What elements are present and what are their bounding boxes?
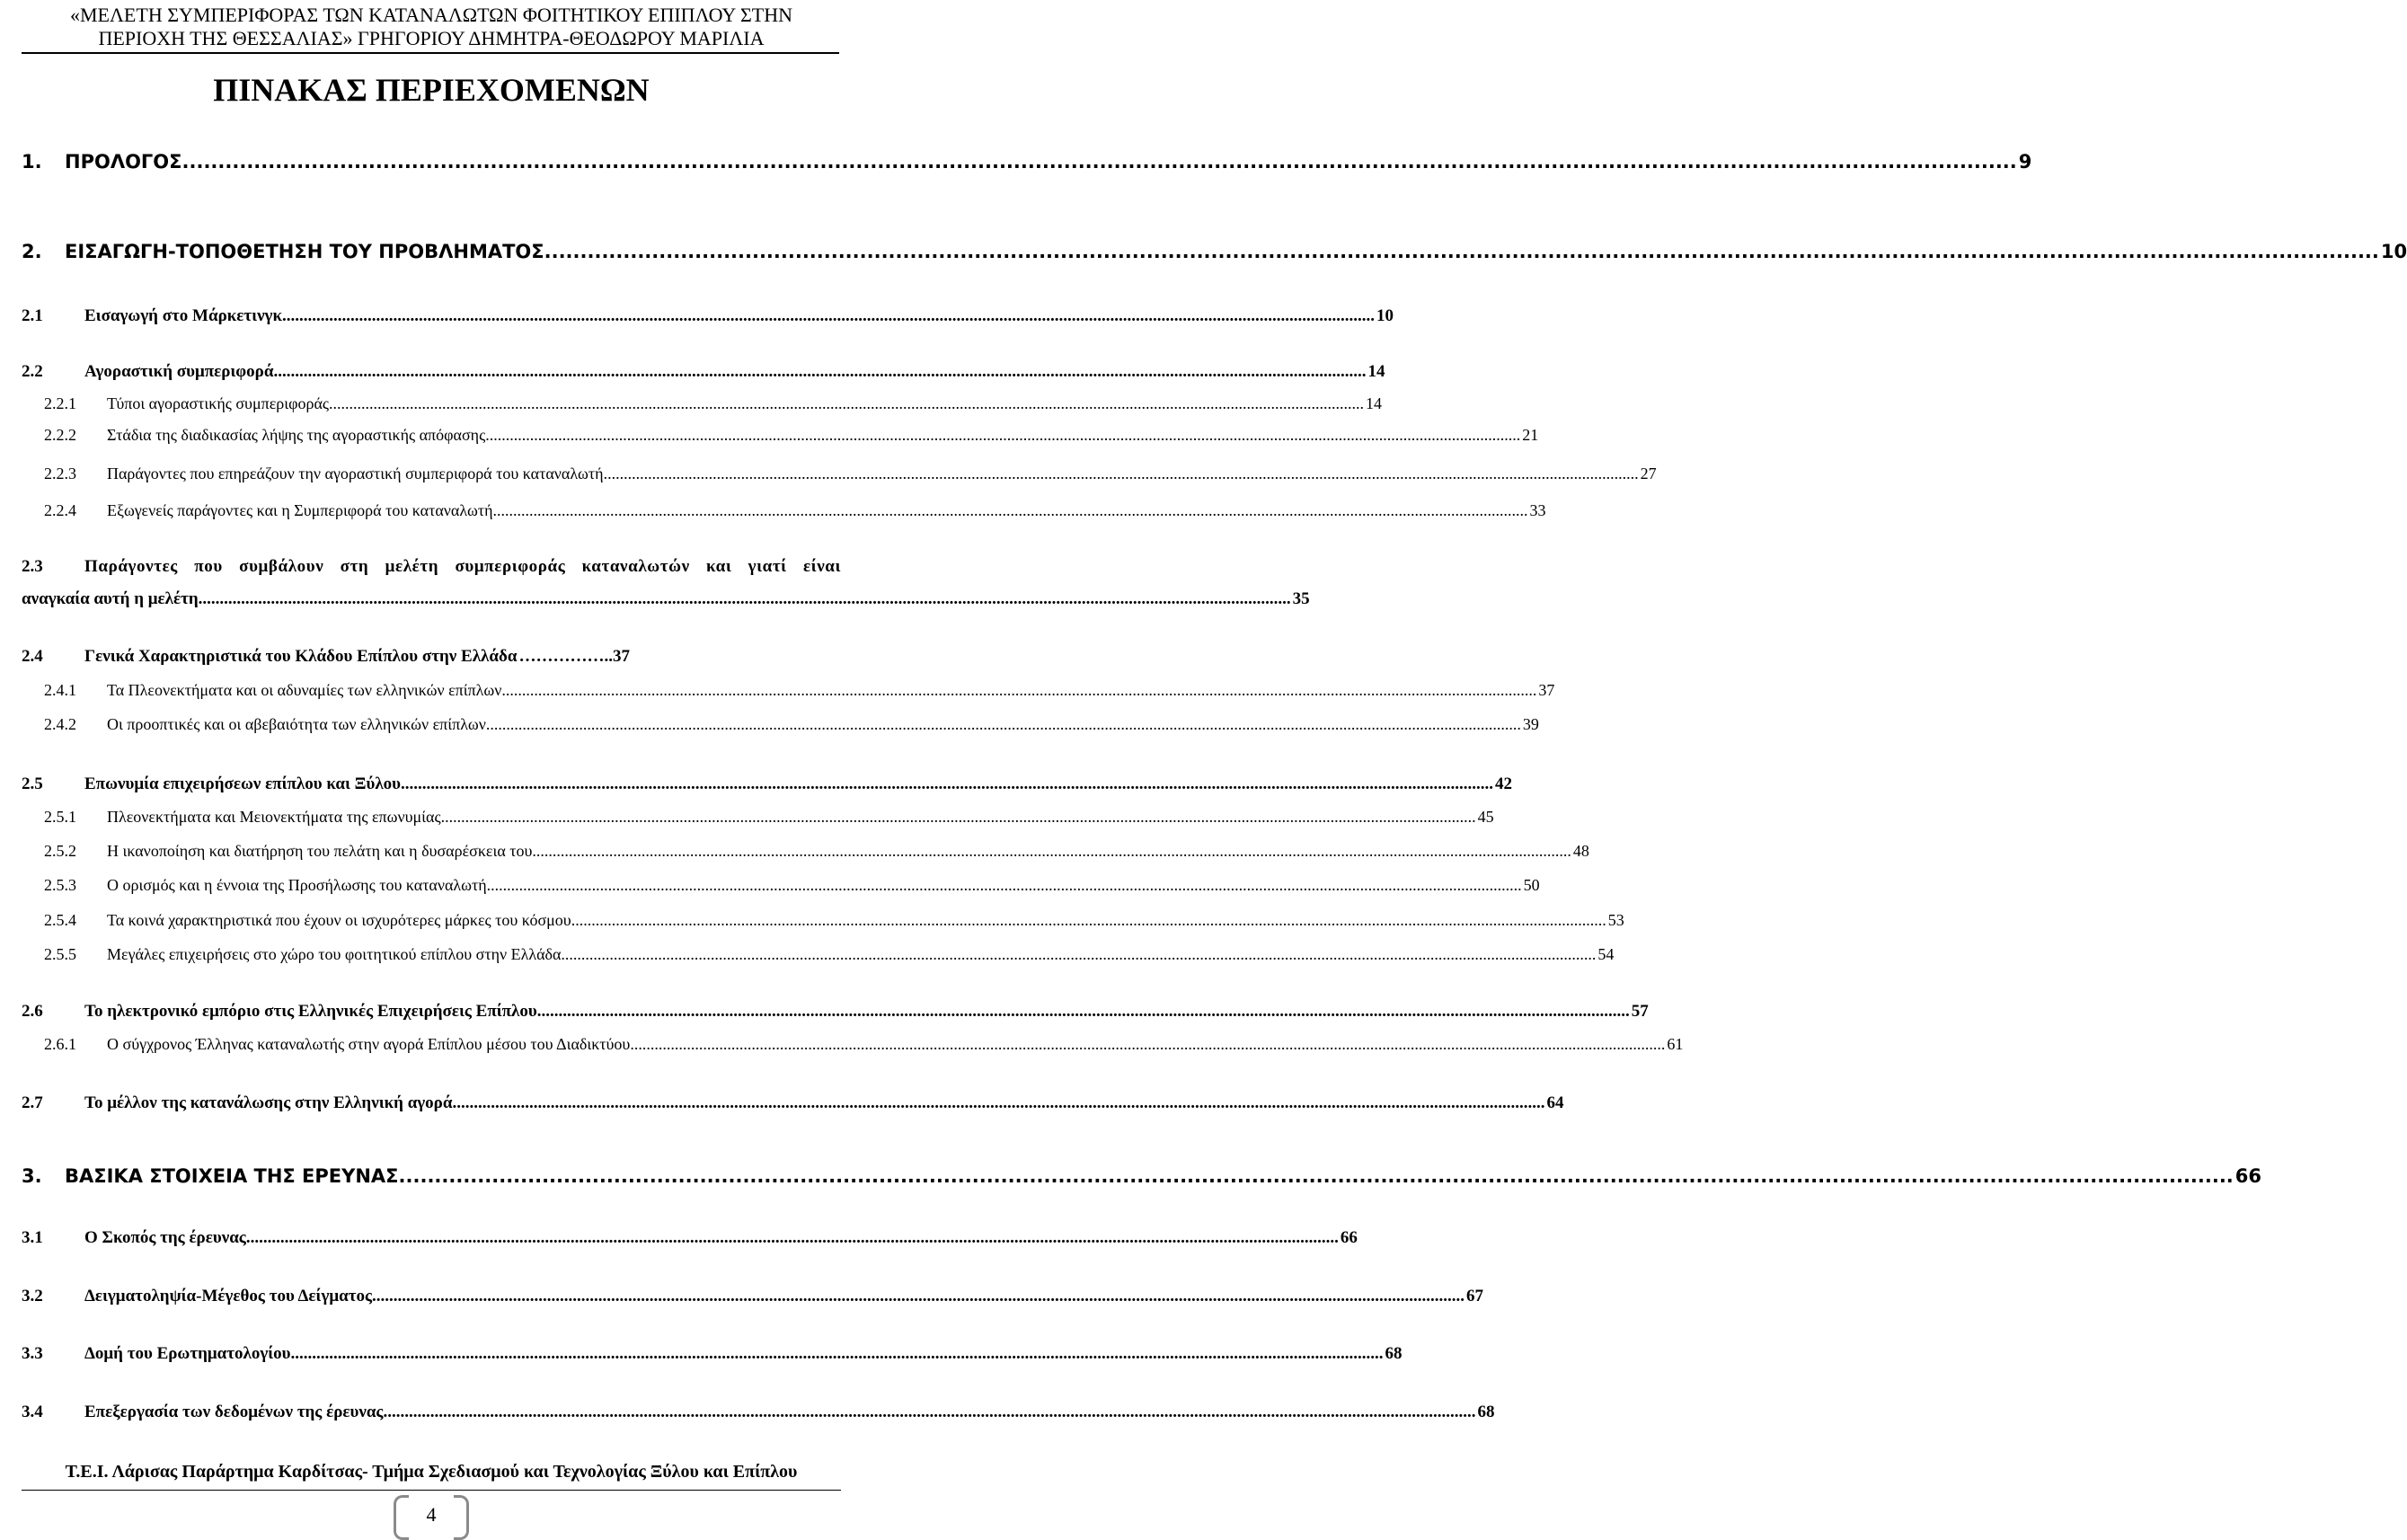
toc-entry[interactable] xyxy=(44,943,1615,965)
toc-entry[interactable] xyxy=(44,679,1555,701)
toc-entry[interactable] xyxy=(22,556,841,578)
toc-entry[interactable] xyxy=(22,1227,1358,1249)
toc-entry-page: 53 xyxy=(1607,911,1624,929)
dot-leader xyxy=(487,874,1522,896)
toc-entry-page: 66 xyxy=(1340,1228,1358,1247)
toc-entry-number: 2.2.2 xyxy=(44,426,76,444)
toc-entry-page: 54 xyxy=(1597,945,1615,963)
toc-entry-page: 37 xyxy=(1538,681,1555,699)
dot-leader xyxy=(571,909,1606,931)
toc-entry-title: Τύποι αγοραστικής συμπεριφοράς xyxy=(107,394,330,412)
toc-entry-title: Τα Πλεονεκτήματα και οι αδυναμίες των ελληνικών επίπλων xyxy=(107,681,502,699)
toc-entry-number: 2.2.3 xyxy=(44,465,76,482)
toc-entry-page: 42 xyxy=(1495,774,1513,793)
toc-entry-page: 10 xyxy=(2380,241,2407,262)
toc-entry-page: 27 xyxy=(1640,465,1657,482)
toc-entry-page: 45 xyxy=(1477,808,1494,826)
toc-entry-title: Πλεονεκτήματα και Μειονεκτήματα της επωνυμίας xyxy=(107,808,441,826)
toc-entry-number: 2.5.2 xyxy=(44,842,76,860)
toc-entry-title: Το ηλεκτρονικό εμπόριο στις Ελληνικές Επιχειρήσεις Επίπλου xyxy=(84,1002,537,1021)
toc-entry-title: Γενικά Χαρακτηριστικά του Κλάδου Επίπλου στην Ελλάδα xyxy=(84,647,518,666)
toc-entry-title: Οι προοπτικές και οι αβεβαιότητα των ελληνικών επίπλων xyxy=(107,715,486,733)
dot-leader xyxy=(282,305,1375,327)
toc-entry[interactable] xyxy=(44,1033,1684,1055)
dot-leader xyxy=(329,393,1364,414)
toc-entry-title: Ο σύγχρονος Έλληνας καταναλωτής στην αγορά Επίπλου μέσου του Διαδικτύου xyxy=(107,1035,631,1053)
dot-leader xyxy=(246,1227,1339,1249)
toc-entry-number: 3. xyxy=(22,1165,42,1187)
toc-entry-number: 2.5.4 xyxy=(44,911,76,929)
dot-leader xyxy=(536,840,1571,862)
toc-entry-number: 2.5.3 xyxy=(44,876,76,894)
dot-leader xyxy=(182,149,2017,174)
toc-entry-number: 2.5 xyxy=(22,774,43,793)
toc-entry-number: 2.2 xyxy=(22,362,43,381)
toc-entry-number: 2.2.1 xyxy=(44,394,76,412)
toc-entry[interactable] xyxy=(22,1343,1403,1365)
toc-entry-page: 64 xyxy=(1546,1093,1564,1112)
toc-entry-number: 3.4 xyxy=(22,1403,43,1421)
page-number-badge xyxy=(394,1495,469,1535)
toc-entry-number: 2.1 xyxy=(22,306,43,325)
toc-entry[interactable] xyxy=(22,305,1394,327)
dot-leader xyxy=(441,806,1476,828)
toc-entry[interactable] xyxy=(44,874,1540,896)
toc-entry-title: Το μέλλον της κατανάλωσης στην Ελληνική αγορά xyxy=(84,1093,453,1112)
toc-entry-page: 10 xyxy=(1376,306,1394,325)
toc-entry[interactable] xyxy=(22,774,1513,795)
toc-entry-title: Αγοραστική συμπεριφορά xyxy=(84,362,274,381)
toc-entry-number: 3.2 xyxy=(22,1287,43,1305)
toc-entry-number: 1. xyxy=(22,151,42,173)
dot-leader xyxy=(401,774,1493,795)
dot-leader xyxy=(486,713,1521,735)
dot-leader xyxy=(501,679,1536,701)
toc-entry-title: ΠΡΟΛΟΓΟΣ xyxy=(65,151,182,173)
toc-entry[interactable] xyxy=(22,1402,1495,1423)
header-line-2: ΠΕΡΙΟΧΗ ΤΗΣ ΘΕΣΣΑΛΙΑΣ» ΓΡΗΓΟΡΙΟΥ ΔΗΜΗΤΡΑ-ΘΕΟΔΩΡΟΥ ΜΑΡΙΛΙΑ xyxy=(98,27,765,49)
toc-entry-title: Εξωγενείς παράγοντες και η Συμπεριφορά του καταναλωτή xyxy=(107,501,493,519)
toc-entry-title: Στάδια της διαδικασίας λήψης της αγοραστικής απόφασης xyxy=(107,426,486,444)
toc-entry-title: ΕΙΣΑΓΩΓΗ-ΤΟΠΟΘΕΤΗΣΗ ΤΟΥ ΠΡΟΒΛΗΜΑΤΟΣ xyxy=(65,241,544,262)
toc-entry-number: 3.1 xyxy=(22,1228,43,1247)
dot-leader xyxy=(452,1093,1544,1114)
toc-entry[interactable] xyxy=(22,646,841,668)
toc-entry-title: Επεξεργασία των δεδομένων της έρευνας xyxy=(84,1403,384,1421)
page-number: 4 xyxy=(426,1503,437,1526)
toc-entry-page: 33 xyxy=(1529,501,1546,519)
toc-entry-title: Δειγματοληψία-Μέγεθος του Δείγματος xyxy=(84,1287,372,1305)
toc-entry[interactable] xyxy=(44,500,1546,521)
toc-entry-title-line-2: αναγκαία αυτή η μελέτη xyxy=(22,589,199,608)
toc-entry-number: 2.4 xyxy=(22,647,43,666)
toc-title: ΠΙΝΑΚΑΣ ΠΕΡΙΕΧΟΜΕΝΩΝ xyxy=(213,72,650,108)
toc-entry-title: Τα κοινά χαρακτηριστικά που έχουν οι ισχυρότερες μάρκες του κόσμου xyxy=(107,911,571,929)
toc-entry[interactable] xyxy=(44,806,1494,828)
header-line-1: «ΜΕΛΕΤΗ ΣΥΜΠΕΡΙΦΟΡΑΣ ΤΩΝ ΚΑΤΑΝΑΛΩΤΩΝ ΦΟΙΤΗΤΙΚΟΥ ΕΠΙΠΛΟΥ ΣΤΗΝ xyxy=(69,4,792,26)
toc-entry[interactable] xyxy=(22,1001,1649,1022)
toc-entry-number: 2.4.1 xyxy=(44,681,76,699)
toc-entry-title: Ο Σκοπός της έρευνας xyxy=(84,1228,246,1247)
toc-entry[interactable] xyxy=(44,463,1657,484)
toc-entry-title: Παράγοντες που επηρεάζουν την αγοραστική συμπεριφορά του καταναλωτή xyxy=(107,465,604,482)
dot-leader xyxy=(290,1343,1383,1365)
toc-entry-page: 50 xyxy=(1523,876,1540,894)
toc-entry[interactable] xyxy=(22,1093,1564,1114)
toc-entry-number: 2.2.4 xyxy=(44,501,76,519)
toc-entry-title: Εισαγωγή στο Μάρκετινγκ xyxy=(84,306,282,325)
toc-entry-number: 2.5.5 xyxy=(44,945,76,963)
left-brace-icon xyxy=(394,1495,409,1540)
toc-entry[interactable] xyxy=(22,239,2407,264)
dot-leader xyxy=(485,424,1520,446)
toc-entry-title: Ο ορισμός και η έννοια της Προσήλωσης του καταναλωτή xyxy=(107,876,487,894)
dot-leader xyxy=(544,239,2379,264)
toc-entry-continuation[interactable] xyxy=(22,589,1310,610)
dot-leader xyxy=(399,1164,2234,1189)
toc-entry-page: 61 xyxy=(1667,1035,1684,1053)
dot-leader xyxy=(537,1001,1630,1022)
toc-entry[interactable] xyxy=(44,713,1539,735)
toc-entry-number: 3.3 xyxy=(22,1344,43,1363)
dot-leader xyxy=(604,463,1639,484)
toc-entry-number: 2.7 xyxy=(22,1093,43,1112)
dot-leader xyxy=(493,500,1528,521)
toc-entry-number: 2.4.2 xyxy=(44,715,76,733)
toc-entry[interactable] xyxy=(44,393,1383,414)
toc-entry-page: 66 xyxy=(2234,1165,2262,1187)
right-brace-icon xyxy=(454,1495,469,1540)
toc-entry-number: 2.6 xyxy=(22,1002,43,1021)
toc-entry-title-line-1: Παράγοντες που συμβάλουν στη μελέτη συμπεριφοράς καταναλωτών και γιατί είναι xyxy=(84,557,841,576)
toc-entry-title: Μεγάλες επιχειρήσεις στο χώρο του φοιτητικού επίπλου στην Ελλάδα xyxy=(107,945,562,963)
toc-entry-number: 2. xyxy=(22,241,42,262)
toc-entry-title: Επωνυμία επιχειρήσεων επίπλου και Ξύλου xyxy=(84,774,402,793)
toc-entry-title: Η ικανοποίηση και διατήρηση του πελάτη και η δυσαρέσκεια του. xyxy=(107,842,536,860)
toc-entry[interactable] xyxy=(22,361,1385,383)
toc-entry-page: 21 xyxy=(1522,426,1539,444)
footer-text: Τ.Ε.Ι. Λάρισας Παράρτημα Καρδίτσας- Τμήμα Σχεδιασμού και Τεχνολογίας Ξύλου και Επίπλου xyxy=(65,1462,798,1482)
dot-leader xyxy=(561,943,1596,965)
toc-entry-page: 67 xyxy=(1465,1287,1483,1305)
dot-leader xyxy=(630,1033,1665,1055)
toc-entry-page: 48 xyxy=(1572,842,1589,860)
dot-leader xyxy=(372,1286,1465,1307)
toc-entry-page: 35 xyxy=(1292,589,1310,608)
toc-entry[interactable] xyxy=(44,840,1589,862)
dot-leader xyxy=(199,589,1291,610)
toc-entry-page: ……………..37 xyxy=(518,647,630,666)
running-header xyxy=(36,4,827,50)
toc-entry[interactable] xyxy=(22,1164,2262,1189)
toc-entry-title: Δομή του Ερωτηματολογίου xyxy=(84,1344,291,1363)
toc-entry-page: 14 xyxy=(1366,394,1383,412)
toc-entry-number: 2.6.1 xyxy=(44,1035,76,1053)
toc-entry-page: 9 xyxy=(2018,151,2032,173)
toc-entry[interactable] xyxy=(22,149,2032,174)
toc-entry-title: ΒΑΣΙΚΑ ΣΤΟΙΧΕΙΑ ΤΗΣ ΕΡΕΥΝΑΣ xyxy=(65,1165,399,1187)
toc-entry-page: 68 xyxy=(1385,1344,1403,1363)
toc-entry-page: 68 xyxy=(1477,1403,1495,1421)
toc-entry-page: 14 xyxy=(1367,362,1385,381)
toc-entry-page: 39 xyxy=(1522,715,1539,733)
toc-entry-number: 2.3 xyxy=(22,557,43,576)
toc-entry-page: 57 xyxy=(1631,1002,1649,1021)
toc-entry[interactable] xyxy=(44,909,1624,931)
header-rule xyxy=(22,52,839,54)
toc-entry-number: 2.5.1 xyxy=(44,808,76,826)
footer-rule xyxy=(22,1490,841,1491)
dot-leader xyxy=(273,361,1366,383)
toc-entry[interactable] xyxy=(44,424,1539,446)
toc-entry[interactable] xyxy=(22,1286,1483,1307)
dot-leader xyxy=(383,1402,1475,1423)
